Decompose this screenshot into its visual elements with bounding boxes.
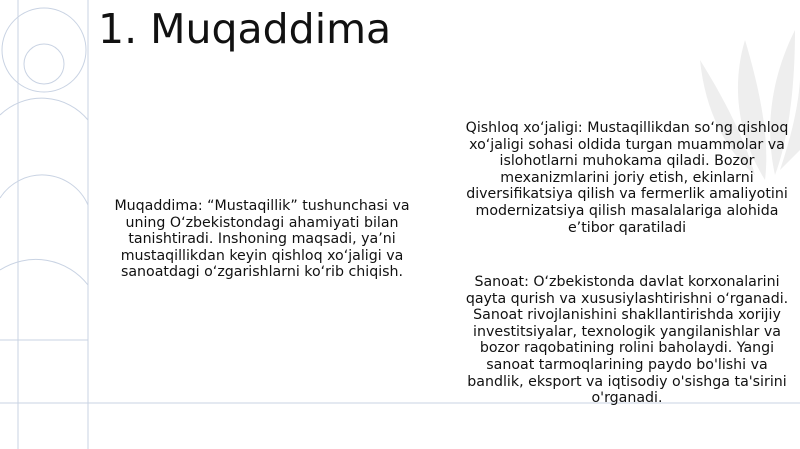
arc-outline-mid: [0, 175, 88, 205]
industry-paragraph: Sanoat: O‘zbekistonda davlat korxonalarini qayta qurish va xususiylashtirishni o‘rganadi. Sanoat rivojlanishini shakllantirishda xorijiy investitsiyalar, texnologik yangilanishlar va bozor raqobatining rolini baholaydi. Yangi sanoat tarmoqlarining paydo bo'lishi va bandlik, eksport va iqtisodiy o'sishga ta'sirini o'rganadi.: [465, 274, 789, 407]
large-circle-outline: [2, 8, 86, 92]
small-circle-outline: [24, 44, 64, 84]
slide-title: 1. Muqaddima: [98, 5, 392, 53]
intro-paragraph: Muqaddima: “Mustaqillik” tushunchasi va uning O‘zbekistondagi ahamiyati bilan tanishtiradi. Inshoning maqsadi, ya’ni mustaqillikdan keyin qishloq xo‘jaligi va sanoatdagi o‘zgarishlarni ko‘rib chiqish.: [114, 198, 410, 281]
agriculture-paragraph: Qishloq xo‘jaligi: Mustaqillikdan so‘ng qishloq xo‘jaligi sohasi oldida turgan muammolar va islohotlarni muhokama qiladi. Bozor mexanizmlarini joriy etish, ekinlarni diversifikatsiya qilish va fermerlik amaliyotini modernizatsiya qilish masalalariga alohida e’tibor qaratiladi: [465, 120, 789, 236]
arc-outline-lower: [0, 259, 88, 285]
arc-outline: [0, 98, 88, 120]
